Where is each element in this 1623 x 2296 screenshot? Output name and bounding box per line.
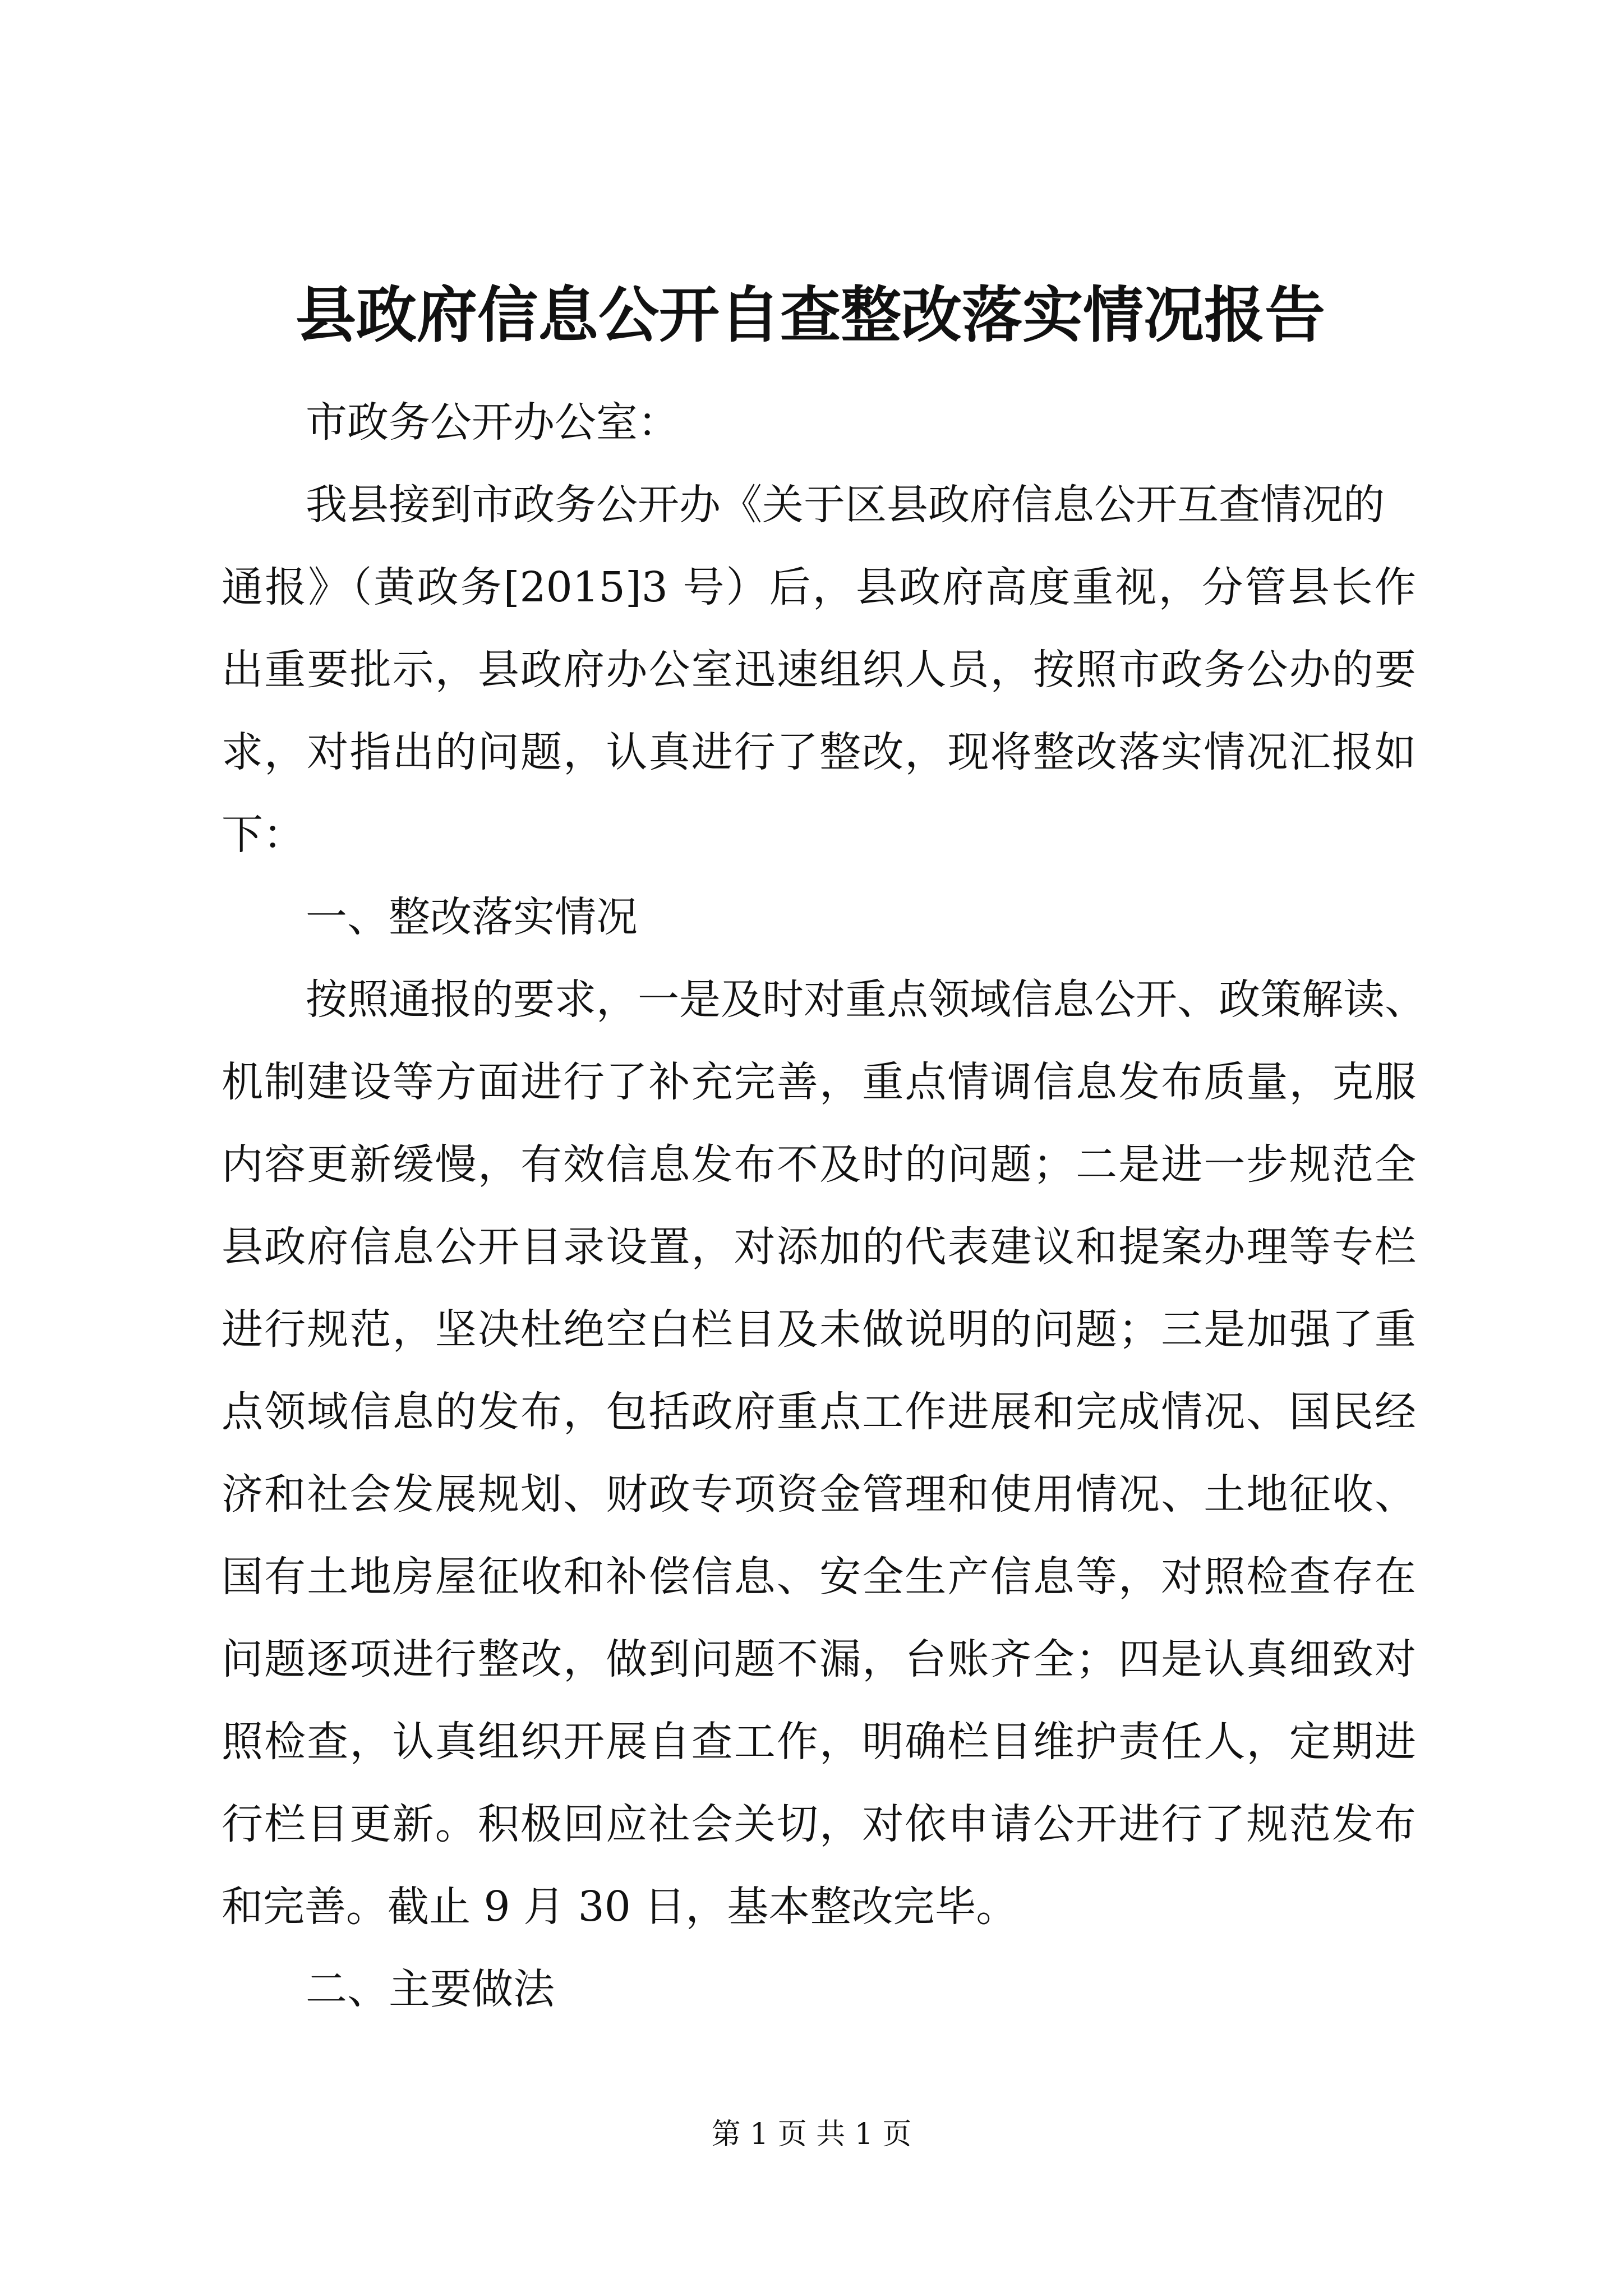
section1-line: 行栏目更新。积极回应社会关切，对依申请公开进行了规范发布 <box>222 1800 1416 1848</box>
page-footer: 第 1 页 共 1 页 <box>711 2118 912 2151</box>
intro-line: 下： <box>222 811 305 859</box>
section1-line: 内容更新缓慢，有效信息发布不及时的问题；二是进一步规范全 <box>222 1140 1416 1189</box>
intro-line: 通报》（黄政务[2015]3 号）后，县政府高度重视，分管县长作 <box>222 563 1416 611</box>
section1-line: 济和社会发展规划、财政专项资金管理和使用情况、土地征收、 <box>222 1470 1416 1519</box>
section1-line: 点领域信息的发布，包括政府重点工作进展和完成情况、国民经 <box>222 1388 1416 1436</box>
salutation: 市政务公开办公室： <box>306 398 679 447</box>
section1-line: 县政府信息公开目录设置，对添加的代表建议和提案办理等专栏 <box>222 1223 1416 1271</box>
intro-line: 求，对指出的问题，认真进行了整改，现将整改落实情况汇报如 <box>222 728 1416 776</box>
section1-line: 问题逐项进行整改，做到问题不漏，台账齐全；四是认真细致对 <box>222 1635 1416 1683</box>
intro-line: 出重要批示，县政府办公室迅速组织人员，按照市政务公办的要 <box>222 646 1416 694</box>
section1-line: 机制建设等方面进行了补充完善，重点情调信息发布质量，克服 <box>222 1058 1416 1106</box>
section1-line: 按照通报的要求，一是及时对重点领域信息公开、政策解读、 <box>306 976 1426 1024</box>
section-heading-1: 一、整改落实情况 <box>306 893 638 941</box>
section1-line: 进行规范，坚决杜绝空白栏目及未做说明的问题；三是加强了重 <box>222 1305 1416 1354</box>
document-title: 县政府信息公开自查整改落实情况报告 <box>295 280 1325 351</box>
intro-line: 我县接到市政务公开办《关于区县政府信息公开互查情况的 <box>306 481 1385 529</box>
section1-line: 照检查，认真组织开展自查工作，明确栏目维护责任人，定期进 <box>222 1718 1416 1766</box>
section1-line: 国有土地房屋征收和补偿信息、安全生产信息等，对照检查存在 <box>222 1553 1416 1601</box>
section1-line: 和完善。截止 9 月 30 日，基本整改完毕。 <box>222 1883 1018 1931</box>
section-heading-2: 二、主要做法 <box>306 1965 555 2013</box>
